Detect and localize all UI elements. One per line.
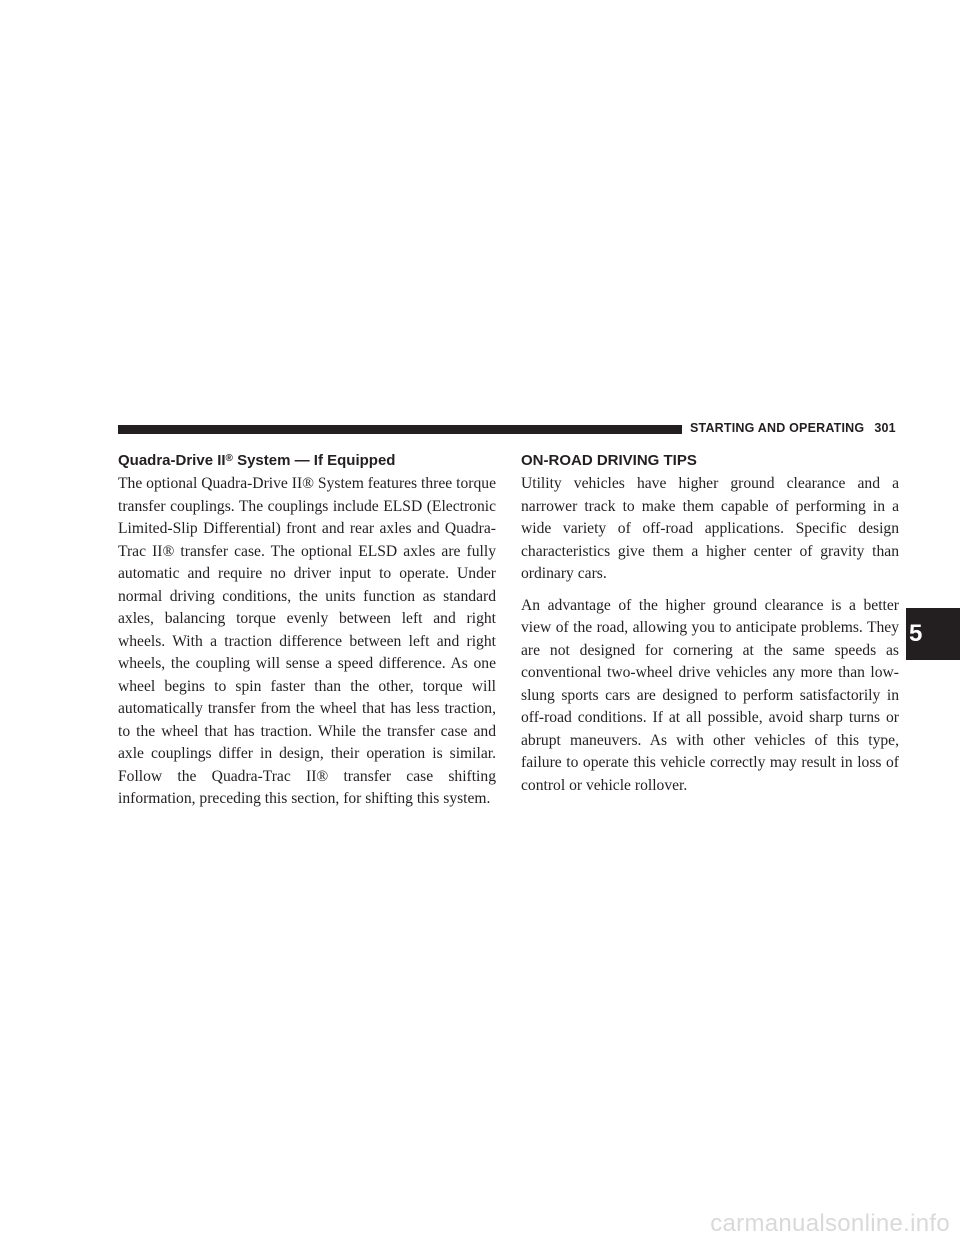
- on-road-paragraph-2: An advantage of the higher ground clearance is a better view of the road, allowing you to anticipate problems. They are not designed for cornering at the same speeds as conventional two-wheel drive vehicles any more than low-slung sports cars are designed to perform satisfactorily in off-road conditions. If at all possible, avoid sharp turns or abrupt maneuvers. As with other vehicles of this type, failure to operate this vehicle correctly may result in loss of control or vehicle rollover.: [521, 596, 899, 794]
- quadra-drive-paragraph: The optional Quadra-Drive II® System features three torque transfer couplings. The couplings include ELSD (Electronic Limited-Slip Differential) front and rear axles and Quadra-Trac II® transfer case. The optional ELSD axles are fully automatic and require no driver input to operate. Under normal driving conditions, the units function as standard axles, balancing torque evenly between left and right wheels. With a traction difference between left and right wheels, the coupling will sense a speed difference. As one wheel begins to spin faster than the other, torque will automatically transfer from the wheel that has less traction, to the wheel that has traction. While the transfer case and axle couplings differ in design, their operation is similar. Follow the Quadra-Trac II® transfer case shifting information, preceding this section, for shifting this system.: [118, 475, 496, 807]
- section-heading-quadra-drive: [118, 451, 496, 471]
- left-column: [118, 451, 496, 820]
- watermark: carmanualsonline.info: [710, 1210, 950, 1237]
- on-road-paragraph-1: Utility vehicles have higher ground clearance and a narrower track to make them capable of performing in a wide variety of off-road applications. Specific design characteristics give them a higher center of gravity than ordinary cars.: [521, 475, 899, 582]
- section-title: STARTING AND OPERATING: [690, 421, 865, 435]
- page-number: 301: [874, 421, 896, 435]
- header-rule: [118, 425, 682, 434]
- registered-mark: ®: [225, 453, 233, 464]
- heading-part-2: System — If Equipped: [232, 452, 396, 469]
- running-header: [690, 421, 896, 435]
- right-column: [521, 451, 899, 806]
- heading-part-1: Quadra-Drive II: [118, 452, 226, 469]
- section-heading-on-road: ON-ROAD DRIVING TIPS: [521, 452, 697, 469]
- chapter-tab: 5: [906, 608, 960, 660]
